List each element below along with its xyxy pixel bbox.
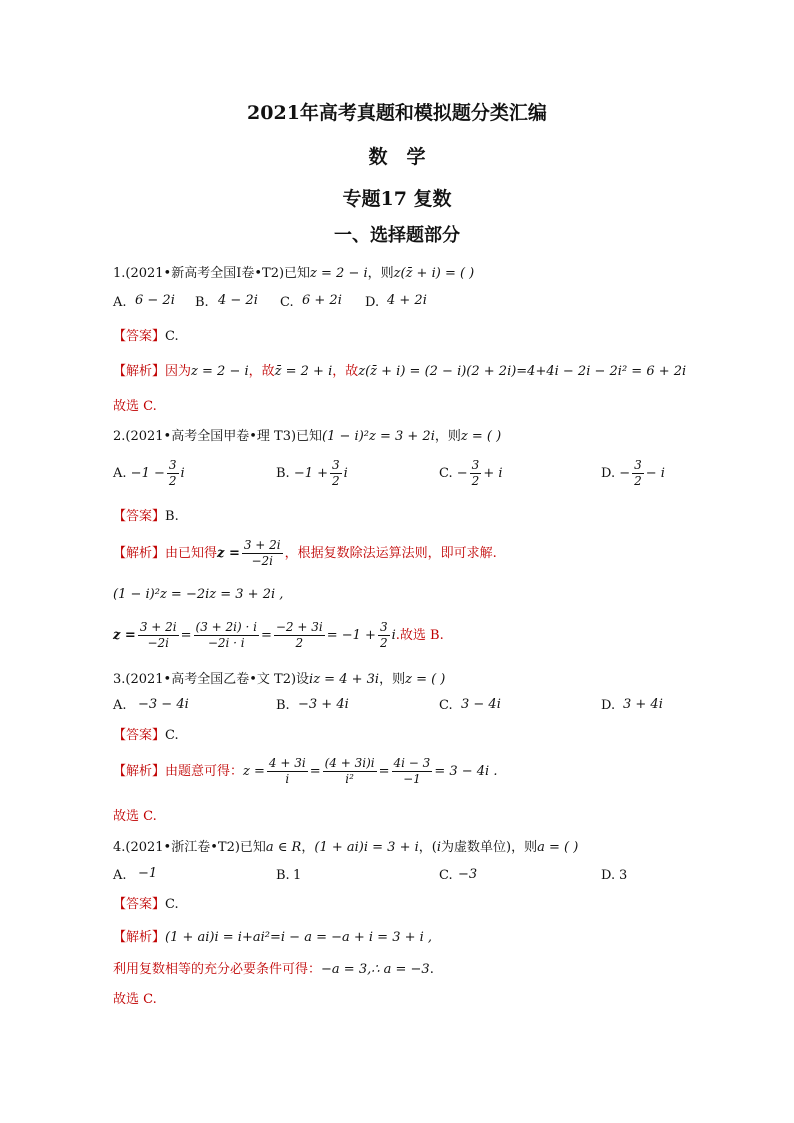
q3-option-c-label: C. (439, 698, 453, 713)
question-4-stem (113, 836, 578, 855)
q4-i: i (436, 840, 442, 855)
q2-option-c (439, 458, 503, 489)
numerator: 3 + 2i (243, 538, 281, 552)
q3-answer-value: C. (165, 728, 179, 743)
numerator: 3 (471, 458, 480, 472)
q3-eq-1: = (309, 764, 321, 779)
denominator: −2i · i (207, 636, 245, 650)
q4-option-b: 1 (293, 868, 302, 883)
q4-given-2: (1 + ai)i = 3 + i (314, 840, 419, 855)
q3-prefix: 3.(2021•高考全国乙卷•文 T2)设 (113, 672, 310, 687)
q2-analysis-fraction (242, 538, 283, 569)
denominator: 2 (379, 636, 388, 650)
denominator: −2i (147, 636, 169, 650)
q3-option-c: 3 − 4i (461, 697, 501, 712)
q1-analysis-math-2: z̄ = 2 + i (274, 364, 333, 379)
q4-option-c-label: C. (439, 868, 453, 883)
q2-line3-fraction-1 (138, 620, 179, 651)
q3-analysis-text: 由题意可得： (165, 764, 244, 779)
q2-line3-tail-2: i (391, 628, 396, 643)
q2-option-a-tail: i (180, 466, 185, 481)
q1-analysis-label: 【解析】 (113, 364, 166, 379)
section-heading: 一、选择题部分 (334, 225, 460, 246)
q2-answer-label: 【答案】 (113, 509, 166, 524)
q3-option-b: −3 + 4i (298, 697, 349, 712)
denominator: 2 (471, 474, 480, 488)
q2-option-b-lead: −1 + (293, 466, 329, 481)
q4-answer-label: 【答案】 (113, 897, 166, 912)
q2-option-c-tail: + i (483, 466, 503, 481)
q4-option-d-label: D. (601, 868, 616, 883)
q4-conclusion: 故选 C. (113, 992, 157, 1007)
q4-prefix: 4.(2021•浙江卷•T2)已知 (113, 840, 266, 855)
q4-analysis-label: 【解析】 (113, 930, 166, 945)
q2-analysis-lhs: z = (217, 546, 240, 561)
q2-line3-eq-2: = (260, 628, 272, 643)
q4-mid: ，( (418, 840, 437, 855)
q2-option-d-lead: − (619, 466, 631, 481)
q2-option-a-label: A. (113, 466, 127, 481)
q2-line3-lhs: z = (113, 628, 136, 643)
q2-analysis-text: 由已知得 (165, 546, 218, 561)
q1-analysis-math-3: z(z̄ + i) = (2 − i)(2 + 2i)=4+4i − 2i − 2i² = 6 + 2i (358, 364, 687, 379)
q1-answer (113, 325, 179, 344)
q3-fraction-2 (323, 756, 377, 787)
q2-line3-fraction-3 (274, 620, 325, 651)
numerator: (3 + 2i) · i (195, 620, 257, 634)
q2-option-d-label: D. (601, 466, 616, 481)
numerator: 4i − 3 (393, 756, 431, 770)
q3-tail: = 3 − 4i . (434, 764, 498, 779)
denominator: i (285, 772, 290, 786)
q2-answer (113, 505, 179, 524)
q3-given: iz = 4 + 3i (309, 672, 380, 687)
q3-analysis-label: 【解析】 (113, 764, 166, 779)
q3-option-a: −3 − 4i (138, 697, 189, 712)
q2-analysis (113, 538, 497, 569)
numerator: −2 + 3i (275, 620, 323, 634)
q2-expr: z = ( ) (460, 429, 502, 444)
q4-line2-expr: −a = 3,∴ a = −3 (321, 962, 430, 977)
q1-expr: z(z̄ + i) = ( ) (393, 266, 475, 281)
q4-option-d: 3 (619, 868, 628, 883)
denominator: −2i (251, 554, 273, 568)
q3-option-b-label: B. (276, 698, 290, 713)
q2-option-d-tail: − i (645, 466, 665, 481)
numerator: (4 + 3i)i (324, 756, 375, 770)
q1-conclusion: 故选 C. (113, 399, 157, 414)
numerator: 3 (634, 458, 642, 472)
q1-answer-value: C. (165, 329, 179, 344)
q4-line2-text: 利用复数相等的充分必要条件可得： (113, 962, 322, 977)
q4-option-a: −1 (138, 866, 158, 881)
q2-option-b-fraction (330, 458, 342, 489)
q2-analysis-line-3 (113, 620, 444, 651)
q2-mid: ，则 (434, 429, 461, 444)
q2-answer-value: B. (165, 509, 179, 524)
subject-heading: 数 学 (368, 146, 426, 168)
q1-option-b-label: B. (195, 295, 209, 310)
q4-option-b-label: B. (276, 868, 290, 883)
q1-mid: ，则 (367, 266, 394, 281)
q3-mid: ，则 (379, 672, 406, 687)
q1-option-d-label: D. (365, 295, 380, 310)
q1-analysis-text: 因为 (165, 364, 192, 379)
denominator: 2 (332, 474, 340, 488)
q2-option-c-fraction (470, 458, 482, 489)
q2-line3-fraction-2 (194, 620, 259, 651)
numerator: 3 (168, 458, 177, 472)
q1-analysis (113, 360, 686, 379)
q1-option-c: 6 + 2i (302, 293, 342, 308)
q4-sep: ， (301, 840, 315, 855)
q2-line3-end: .故选 B. (395, 628, 444, 643)
q2-option-b-label: B. (276, 466, 290, 481)
question-1-stem (113, 262, 474, 281)
q3-expr: z = ( ) (405, 672, 446, 687)
question-3-stem (113, 668, 445, 687)
q4-option-a-label: A. (113, 868, 127, 883)
q2-analysis-label: 【解析】 (113, 546, 166, 561)
q1-option-c-label: C. (280, 295, 294, 310)
q3-eq-2: = (378, 764, 390, 779)
denominator: i² (345, 772, 354, 786)
page-title: 2021年高考真题和模拟题分类汇编 (247, 102, 547, 124)
q1-option-b: 4 − 2i (218, 293, 258, 308)
denominator: 2 (295, 636, 304, 650)
numerator: 4 + 3i (268, 756, 306, 770)
q4-note: 为虚数单位)，则 (441, 840, 538, 855)
q1-option-a: 6 − 2i (135, 293, 175, 308)
numerator: 3 + 2i (139, 620, 177, 634)
q4-analysis-line-2 (113, 958, 434, 977)
denominator: 2 (634, 474, 642, 488)
q2-option-b (276, 458, 348, 489)
q4-line2-end: . (429, 962, 434, 977)
q1-option-a-label: A. (113, 295, 127, 310)
q2-option-a-fraction (167, 458, 179, 489)
q2-line3-fraction-4 (378, 620, 390, 651)
numerator: 3 (379, 620, 388, 634)
q1-option-d: 4 + 2i (387, 293, 427, 308)
q2-line3-eq-1: = (180, 628, 192, 643)
q3-conclusion: 故选 C. (113, 809, 157, 824)
q1-analysis-math-1: z = 2 − i (191, 364, 249, 379)
q4-option-c: −3 (458, 867, 478, 882)
q3-answer-label: 【答案】 (113, 728, 166, 743)
q2-line3-tail-1: = −1 + (326, 628, 376, 643)
q4-analysis-expr: (1 + ai)i = i+ai²=i − a = −a + i = 3 + i , (165, 930, 433, 945)
q3-fraction-1 (267, 756, 308, 787)
q4-answer (113, 893, 179, 912)
q1-given: z = 2 − i (310, 266, 368, 281)
q3-fraction-3 (392, 756, 433, 787)
topic-heading: 专题17 复数 (342, 188, 452, 210)
q2-option-a-lead: −1 − (130, 466, 165, 481)
numerator: 3 (332, 458, 340, 472)
q1-prefix: 1.(2021•新高考全国Ⅰ卷•T2)已知 (113, 266, 311, 281)
denominator: −1 (403, 772, 421, 786)
q2-option-b-tail: i (343, 466, 348, 481)
q4-answer-value: C. (165, 897, 179, 912)
q3-analysis (113, 756, 497, 787)
q4-analysis (113, 926, 432, 945)
q2-option-c-label: C. (439, 466, 453, 481)
q4-given-1: a ∈ R (265, 840, 302, 855)
denominator: 2 (168, 474, 177, 488)
q2-given: (1 − i)²z = 3 + 2i (322, 429, 435, 444)
q2-option-d (601, 458, 665, 489)
q2-option-c-lead: − (456, 466, 468, 481)
question-2-stem (113, 425, 501, 444)
q3-option-d-label: D. (601, 698, 616, 713)
q1-analysis-text-2: ，故 (248, 364, 275, 379)
q3-analysis-lhs: z = (243, 764, 265, 779)
q2-analysis-line-2: (1 − i)²z = −2iz = 3 + 2i , (113, 587, 284, 602)
q3-answer (113, 724, 179, 743)
q3-option-d: 3 + 4i (623, 697, 663, 712)
q2-option-a (113, 458, 185, 489)
q2-prefix: 2.(2021•高考全国甲卷•理 T3)已知 (113, 429, 323, 444)
q2-analysis-rest: ，根据复数除法运算法则，即可求解. (284, 546, 497, 561)
q3-option-a-label: A. (113, 698, 127, 713)
q4-expr: a = ( ) (537, 840, 579, 855)
q2-option-d-fraction (632, 458, 644, 489)
q1-analysis-text-3: ，故 (332, 364, 359, 379)
q1-answer-label: 【答案】 (113, 329, 166, 344)
